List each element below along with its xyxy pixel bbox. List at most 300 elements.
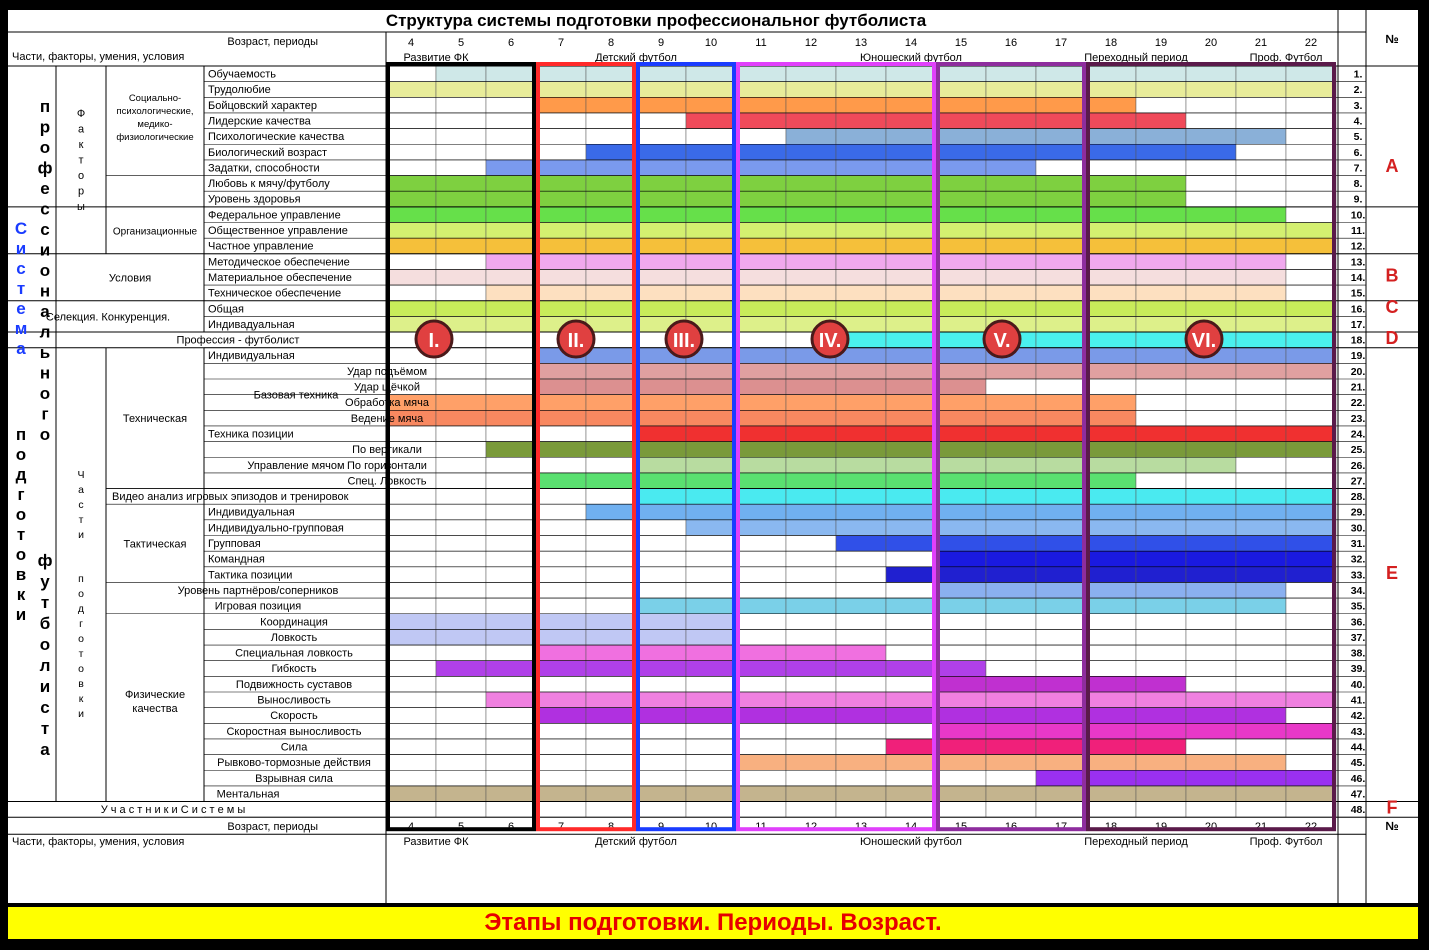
vertical-chasti: т	[78, 648, 84, 660]
data-cell	[1236, 426, 1286, 442]
data-cell	[436, 629, 486, 645]
row-label: Координация	[260, 616, 328, 629]
data-cell	[386, 160, 436, 176]
data-cell	[1186, 363, 1236, 379]
data-cell	[736, 645, 786, 661]
row-label: Федеральное управление	[208, 209, 341, 222]
data-cell	[1136, 489, 1186, 505]
data-cell	[1236, 739, 1286, 755]
data-cell	[586, 379, 636, 395]
age-tick: 11	[755, 37, 767, 49]
vertical-futbolista: т	[40, 719, 50, 738]
data-cell	[636, 82, 686, 98]
row-number: 28.	[1350, 491, 1366, 504]
data-cell	[986, 504, 1036, 520]
data-cell	[786, 708, 836, 724]
data-cell	[536, 489, 586, 505]
data-cell	[686, 802, 736, 818]
group-label: Социально-	[128, 92, 182, 104]
data-cell	[1236, 113, 1286, 129]
data-cell	[736, 551, 786, 567]
data-cell	[1186, 82, 1236, 98]
data-cell	[986, 598, 1036, 614]
vertical-chasti: и	[78, 708, 84, 720]
data-cell	[1136, 113, 1186, 129]
data-cell	[836, 661, 886, 677]
data-cell	[536, 269, 586, 285]
data-cell	[1136, 504, 1186, 520]
data-cell	[986, 645, 1036, 661]
data-cell	[1086, 598, 1136, 614]
data-cell	[736, 614, 786, 630]
data-cell	[586, 504, 636, 520]
data-cell	[936, 97, 986, 113]
row-number: 37.	[1350, 631, 1366, 644]
data-cell	[486, 66, 536, 82]
data-cell	[386, 551, 436, 567]
data-cell	[786, 82, 836, 98]
data-cell	[586, 645, 636, 661]
vertical-podgotovki: т	[16, 525, 26, 544]
vertical-system: м	[14, 319, 28, 338]
data-cell	[486, 708, 536, 724]
data-cell	[686, 160, 736, 176]
data-cell	[1186, 536, 1236, 552]
data-cell	[1086, 770, 1136, 786]
data-cell	[386, 285, 436, 301]
data-cell	[386, 645, 436, 661]
vertical-system: и	[15, 239, 27, 258]
data-cell	[1236, 598, 1286, 614]
row-number: 7.	[1353, 162, 1363, 175]
data-cell	[686, 708, 736, 724]
data-cell	[986, 269, 1036, 285]
data-cell	[836, 176, 886, 192]
data-cell	[636, 66, 686, 82]
row-number: 12.	[1350, 240, 1366, 253]
vertical-professionalnogo: н	[39, 363, 51, 383]
data-cell	[1036, 802, 1086, 818]
data-cell	[1286, 191, 1336, 207]
data-cell	[436, 614, 486, 630]
data-cell	[886, 489, 936, 505]
data-cell	[936, 786, 986, 802]
data-cell	[686, 410, 736, 426]
data-cell	[1136, 770, 1186, 786]
data-cell	[536, 160, 586, 176]
data-cell	[636, 645, 686, 661]
data-cell	[986, 207, 1036, 223]
data-cell	[1286, 582, 1336, 598]
row-number: 43.	[1350, 725, 1366, 738]
data-cell	[936, 176, 986, 192]
data-cell	[386, 739, 436, 755]
data-cell	[1136, 536, 1186, 552]
row-label: Групповая	[208, 538, 261, 550]
data-cell	[836, 426, 886, 442]
data-cell	[1186, 97, 1236, 113]
data-cell	[836, 285, 886, 301]
data-cell	[1086, 676, 1136, 692]
section-letter: D	[1385, 328, 1399, 349]
data-cell	[586, 207, 636, 223]
data-cell	[1236, 332, 1286, 348]
vertical-futbolista: т	[40, 593, 50, 612]
data-cell	[536, 739, 586, 755]
data-cell	[936, 614, 986, 630]
data-cell	[486, 770, 536, 786]
row-label: Подвижность суставов	[235, 678, 353, 691]
vertical-podgotovki: о	[15, 545, 27, 564]
data-cell	[786, 598, 836, 614]
data-cell	[1036, 489, 1086, 505]
data-cell	[1236, 82, 1286, 98]
vertical-professionalnogo: г	[41, 404, 49, 424]
row-label: Индивидуальная	[208, 350, 295, 363]
vertical-futbolista: л	[39, 656, 51, 675]
data-cell	[1286, 207, 1336, 223]
data-cell	[1086, 582, 1136, 598]
data-cell	[1236, 285, 1286, 301]
data-cell	[486, 207, 536, 223]
data-cell	[636, 176, 686, 192]
data-cell	[436, 598, 486, 614]
data-cell	[486, 661, 536, 677]
data-cell	[886, 129, 936, 145]
data-cell	[1236, 379, 1286, 395]
data-cell	[1086, 66, 1136, 82]
data-cell	[586, 160, 636, 176]
data-cell	[1086, 739, 1136, 755]
data-cell	[486, 504, 536, 520]
data-cell	[436, 301, 486, 317]
row-label: Общая	[208, 303, 244, 316]
data-cell	[386, 629, 436, 645]
data-cell	[436, 285, 486, 301]
data-cell	[986, 363, 1036, 379]
vertical-chasti: т	[78, 514, 84, 526]
data-cell	[1286, 129, 1336, 145]
data-cell	[1086, 82, 1136, 98]
data-cell	[1136, 723, 1186, 739]
data-cell	[736, 661, 786, 677]
data-cell	[686, 191, 736, 207]
vertical-faktory: о	[77, 170, 85, 182]
data-cell	[386, 238, 436, 254]
data-cell	[686, 770, 736, 786]
data-cell	[586, 144, 636, 160]
row-number: 18.	[1350, 334, 1366, 347]
data-cell	[636, 661, 686, 677]
data-cell	[1086, 504, 1136, 520]
data-cell	[1136, 520, 1186, 536]
data-cell	[936, 723, 986, 739]
age-tick: 10	[704, 37, 718, 49]
data-cell	[586, 598, 636, 614]
data-cell	[486, 285, 536, 301]
data-cell	[936, 129, 986, 145]
data-cell	[436, 379, 486, 395]
footer-age-tick: 6	[507, 821, 515, 834]
data-cell	[586, 426, 636, 442]
data-cell	[636, 97, 686, 113]
data-cell	[1136, 301, 1186, 317]
data-cell	[836, 723, 886, 739]
data-cell	[1286, 379, 1336, 395]
data-cell	[1136, 129, 1186, 145]
data-cell	[636, 723, 686, 739]
data-cell	[1136, 160, 1186, 176]
data-cell	[486, 755, 536, 771]
row-label: У ч а с т н и к и С и с т е м ы	[100, 804, 246, 817]
data-cell	[936, 661, 986, 677]
data-cell	[586, 97, 636, 113]
data-cell	[886, 770, 936, 786]
data-cell	[836, 629, 886, 645]
footer-age-tick: 15	[954, 821, 968, 834]
data-cell	[1286, 113, 1336, 129]
data-cell	[936, 676, 986, 692]
data-cell	[836, 755, 886, 771]
data-cell	[986, 676, 1036, 692]
data-cell	[1286, 676, 1336, 692]
data-cell	[1186, 207, 1236, 223]
data-cell	[1136, 629, 1186, 645]
age-tick: 19	[1154, 37, 1168, 49]
data-cell	[1036, 332, 1086, 348]
data-cell	[1236, 755, 1286, 771]
stage-label: IV.	[818, 330, 842, 353]
data-cell	[1236, 269, 1286, 285]
data-cell	[686, 207, 736, 223]
data-cell	[836, 708, 886, 724]
data-cell	[1186, 238, 1236, 254]
data-cell	[536, 629, 586, 645]
data-cell	[1186, 144, 1236, 160]
data-cell	[486, 254, 536, 270]
vertical-podgotovki: п	[15, 425, 27, 444]
age-tick: 22	[1304, 37, 1318, 49]
data-cell	[1036, 629, 1086, 645]
data-cell	[1136, 176, 1186, 192]
data-cell	[536, 207, 586, 223]
data-cell	[536, 692, 586, 708]
data-cell	[1036, 426, 1086, 442]
data-cell	[486, 551, 536, 567]
footer-age-tick: 13	[854, 821, 868, 834]
group-label: Физические	[124, 688, 186, 701]
data-cell	[686, 238, 736, 254]
data-cell	[786, 770, 836, 786]
data-cell	[686, 129, 736, 145]
data-cell	[436, 582, 486, 598]
data-cell	[536, 457, 586, 473]
data-cell	[836, 786, 886, 802]
data-cell	[1236, 97, 1286, 113]
data-cell	[486, 457, 536, 473]
data-cell	[936, 113, 986, 129]
data-cell	[686, 567, 736, 583]
row-label: Ловкость	[270, 631, 318, 644]
data-cell	[1036, 176, 1086, 192]
data-cell	[1186, 614, 1236, 630]
data-cell	[886, 66, 936, 82]
row-number: 26.	[1350, 459, 1366, 472]
data-cell	[536, 363, 586, 379]
data-cell	[886, 567, 936, 583]
data-cell	[836, 82, 886, 98]
footer-age-tick: 21	[1254, 821, 1268, 834]
data-cell	[1186, 598, 1236, 614]
row-number: 23.	[1350, 412, 1366, 425]
data-cell	[586, 66, 636, 82]
data-cell	[986, 66, 1036, 82]
vertical-podgotovki: о	[15, 505, 27, 524]
row-label: Методическое обеспечение	[208, 256, 350, 269]
data-cell	[636, 426, 686, 442]
footer-age-tick: 14	[904, 821, 918, 834]
data-cell	[736, 113, 786, 129]
row-label: Частное управление	[208, 240, 314, 253]
data-cell	[486, 176, 536, 192]
age-label: Возраст, периоды	[227, 36, 318, 48]
data-cell	[586, 614, 636, 630]
data-cell	[586, 223, 636, 239]
data-cell	[536, 410, 586, 426]
data-cell	[436, 567, 486, 583]
data-cell	[1286, 692, 1336, 708]
data-cell	[486, 614, 536, 630]
data-cell	[886, 207, 936, 223]
data-cell	[986, 692, 1036, 708]
data-cell	[736, 629, 786, 645]
data-cell	[886, 582, 936, 598]
data-cell	[636, 504, 686, 520]
data-cell	[1086, 755, 1136, 771]
row-number: 27.	[1350, 475, 1366, 488]
data-cell	[486, 723, 536, 739]
data-cell	[1036, 457, 1086, 473]
data-cell	[1186, 410, 1236, 426]
data-cell	[1036, 692, 1086, 708]
data-cell	[886, 536, 936, 552]
data-cell	[1186, 770, 1236, 786]
data-cell	[586, 536, 636, 552]
data-cell	[1236, 551, 1286, 567]
data-cell	[436, 223, 486, 239]
data-cell	[736, 473, 786, 489]
subgroup-label: Базовая техника	[253, 389, 339, 402]
group-label: качества	[132, 702, 178, 715]
age-tick: 7	[557, 37, 565, 49]
row-number: 32.	[1350, 553, 1366, 566]
data-cell	[1286, 348, 1336, 364]
data-cell	[1136, 645, 1186, 661]
data-cell	[836, 489, 886, 505]
data-cell	[1186, 645, 1236, 661]
data-cell	[836, 739, 886, 755]
data-cell	[936, 473, 986, 489]
data-cell	[1036, 285, 1086, 301]
data-cell	[1136, 582, 1186, 598]
data-cell	[736, 66, 786, 82]
data-cell	[1036, 598, 1086, 614]
data-cell	[886, 348, 936, 364]
data-cell	[386, 770, 436, 786]
data-cell	[536, 614, 586, 630]
period-label: Переходный период	[1084, 52, 1188, 64]
data-cell	[1086, 129, 1136, 145]
data-cell	[686, 363, 736, 379]
data-cell	[986, 473, 1036, 489]
footer-age-tick: 19	[1154, 821, 1168, 834]
data-cell	[686, 755, 736, 771]
row-label: Уровень партнёров/соперников	[177, 584, 339, 597]
data-cell	[636, 144, 686, 160]
data-cell	[486, 348, 536, 364]
data-cell	[1086, 536, 1136, 552]
data-cell	[836, 66, 886, 82]
data-cell	[486, 426, 536, 442]
data-cell	[1286, 223, 1336, 239]
data-cell	[586, 191, 636, 207]
row-number: 20.	[1350, 365, 1366, 378]
data-cell	[436, 207, 486, 223]
vertical-chasti: и	[78, 529, 84, 541]
data-cell	[1286, 363, 1336, 379]
data-cell	[1286, 457, 1336, 473]
data-cell	[786, 692, 836, 708]
row-number: 1.	[1353, 68, 1363, 81]
data-cell	[536, 676, 586, 692]
data-cell	[1186, 426, 1236, 442]
row-number: 35.	[1350, 600, 1366, 613]
data-cell	[1186, 301, 1236, 317]
age-tick: 4	[407, 37, 415, 49]
data-cell	[1086, 473, 1136, 489]
row-label: Специальная ловкость	[235, 647, 353, 660]
data-cell	[1036, 238, 1086, 254]
data-cell	[636, 457, 686, 473]
data-cell	[936, 442, 986, 458]
vertical-podgotovki: к	[16, 585, 26, 604]
data-cell	[1136, 473, 1186, 489]
data-cell	[436, 551, 486, 567]
row-label: Удар щёчкой	[354, 381, 420, 394]
vertical-system: т	[16, 279, 26, 298]
data-cell	[486, 442, 536, 458]
row-number: 48.	[1350, 804, 1366, 817]
data-cell	[386, 723, 436, 739]
data-cell	[486, 160, 536, 176]
data-cell	[886, 269, 936, 285]
data-cell	[386, 301, 436, 317]
data-cell	[536, 97, 586, 113]
data-cell	[1036, 82, 1086, 98]
row-label: Видео анализ игровых эпизодов и тренировок	[112, 491, 349, 504]
data-cell	[1186, 567, 1236, 583]
data-cell	[936, 191, 986, 207]
data-cell	[486, 567, 536, 583]
data-cell	[936, 520, 986, 536]
grid-svg	[8, 10, 1418, 903]
data-cell	[1036, 410, 1086, 426]
row-label: Трудолюбие	[208, 84, 271, 97]
vertical-chasti: к	[78, 693, 84, 705]
data-cell	[686, 629, 736, 645]
vertical-system: е	[16, 299, 26, 318]
vertical-professionalnogo: п	[39, 97, 51, 116]
